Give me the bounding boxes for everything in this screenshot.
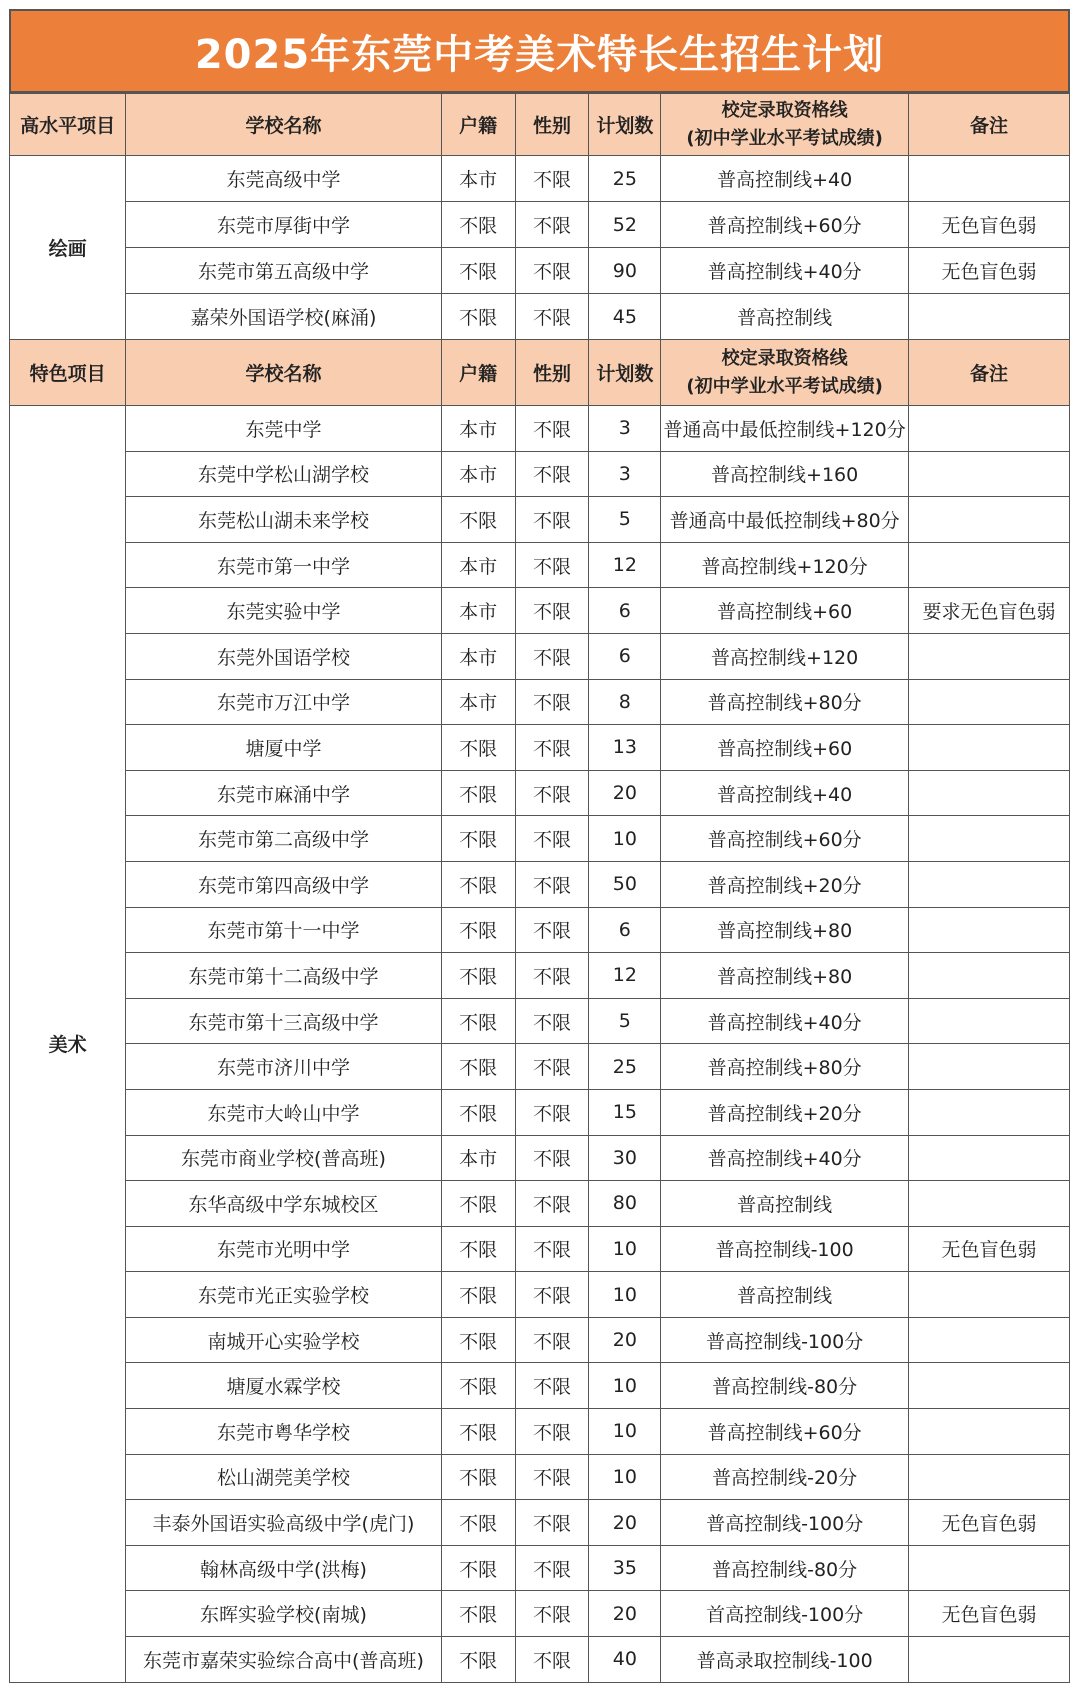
school-name-cell: 东莞市第二高级中学	[126, 816, 441, 862]
gender-cell: 不限	[515, 1363, 589, 1409]
gender-cell: 不限	[515, 1135, 589, 1181]
admission-line-cell: 普高控制线-80分	[661, 1363, 909, 1409]
plan-count-cell: 25	[589, 1044, 661, 1090]
school-name-cell: 东莞市大岭山中学	[126, 1089, 441, 1135]
header-admission-line	[661, 94, 909, 156]
table-row	[10, 679, 1070, 725]
remark-cell	[909, 1317, 1070, 1363]
table-row	[10, 1272, 1070, 1318]
admission-line-cell: 普高录取控制线-100	[661, 1637, 909, 1683]
school-name-cell: 东莞市光明中学	[126, 1226, 441, 1272]
hukou-cell: 不限	[441, 294, 515, 340]
gender-cell: 不限	[515, 497, 589, 543]
header-gender: 性别	[515, 94, 589, 156]
gender-cell: 不限	[515, 1545, 589, 1591]
admission-line-cell: 普高控制线+60	[661, 588, 909, 634]
hukou-cell: 不限	[441, 1363, 515, 1409]
gender-cell: 不限	[515, 1272, 589, 1318]
gender-cell: 不限	[515, 770, 589, 816]
gender-cell: 不限	[515, 1181, 589, 1227]
category-cell: 美术	[10, 406, 126, 1683]
table-row	[10, 1591, 1070, 1637]
hukou-cell: 不限	[441, 770, 515, 816]
hukou-cell: 不限	[441, 1545, 515, 1591]
admission-line-cell: 普高控制线+40分	[661, 1135, 909, 1181]
hukou-cell: 不限	[441, 497, 515, 543]
hukou-cell: 本市	[441, 588, 515, 634]
plan-count-cell: 20	[589, 1317, 661, 1363]
hukou-cell: 不限	[441, 1089, 515, 1135]
header-row	[10, 94, 1070, 156]
plan-count-cell: 3	[589, 451, 661, 497]
admission-line-cell: 普高控制线	[661, 1272, 909, 1318]
gender-cell: 不限	[515, 1454, 589, 1500]
admission-line-cell: 普高控制线-100分	[661, 1317, 909, 1363]
plan-count-cell: 10	[589, 1226, 661, 1272]
gender-cell: 不限	[515, 1409, 589, 1455]
school-name-cell: 东莞市第十二高级中学	[126, 953, 441, 999]
admission-line-cell: 普高控制线+40分	[661, 998, 909, 1044]
hukou-cell: 不限	[441, 1500, 515, 1546]
hukou-cell: 不限	[441, 816, 515, 862]
school-name-cell: 东华高级中学东城校区	[126, 1181, 441, 1227]
table-row	[10, 816, 1070, 862]
remark-cell	[909, 1272, 1070, 1318]
remark-cell	[909, 1363, 1070, 1409]
hukou-cell: 不限	[441, 1226, 515, 1272]
table-row	[10, 1454, 1070, 1500]
hukou-cell: 不限	[441, 1044, 515, 1090]
table-row	[10, 248, 1070, 294]
hukou-cell: 本市	[441, 542, 515, 588]
remark-cell: 无色盲色弱	[909, 248, 1070, 294]
admission-line-cell: 普高控制线+20分	[661, 1089, 909, 1135]
plan-count-cell: 35	[589, 1545, 661, 1591]
plan-count-cell: 50	[589, 861, 661, 907]
admission-line-cell: 普高控制线+120分	[661, 542, 909, 588]
gender-cell: 不限	[515, 451, 589, 497]
plan-count-cell: 8	[589, 679, 661, 725]
gender-cell: 不限	[515, 679, 589, 725]
remark-cell	[909, 406, 1070, 452]
table-row	[10, 998, 1070, 1044]
remark-cell	[909, 294, 1070, 340]
remark-cell	[909, 770, 1070, 816]
table-row	[10, 451, 1070, 497]
plan-count-cell: 12	[589, 953, 661, 999]
hukou-cell: 本市	[441, 679, 515, 725]
header-line-subtitle: (初中学业水平考试成绩)	[686, 375, 883, 397]
plan-count-cell: 40	[589, 1637, 661, 1683]
category-cell: 绘画	[10, 156, 126, 340]
table-row	[10, 770, 1070, 816]
remark-cell: 无色盲色弱	[909, 1591, 1070, 1637]
gender-cell: 不限	[515, 633, 589, 679]
school-name-cell: 东莞市厚街中学	[126, 202, 441, 248]
school-name-cell: 东莞实验中学	[126, 588, 441, 634]
remark-cell	[909, 542, 1070, 588]
plan-count-cell: 10	[589, 816, 661, 862]
gender-cell: 不限	[515, 406, 589, 452]
gender-cell: 不限	[515, 1637, 589, 1683]
school-name-cell: 东莞松山湖未来学校	[126, 497, 441, 543]
table-row	[10, 1181, 1070, 1227]
plan-count-cell: 10	[589, 1454, 661, 1500]
table-row	[10, 156, 1070, 202]
table-row	[10, 294, 1070, 340]
plan-count-cell: 6	[589, 907, 661, 953]
remark-cell	[909, 633, 1070, 679]
table-row	[10, 1363, 1070, 1409]
remark-cell	[909, 953, 1070, 999]
hukou-cell: 本市	[441, 1135, 515, 1181]
hukou-cell: 不限	[441, 1317, 515, 1363]
header-line-subtitle: (初中学业水平考试成绩)	[686, 127, 883, 149]
admission-line-cell: 普通高中最低控制线+120分	[661, 406, 909, 452]
remark-cell: 无色盲色弱	[909, 1500, 1070, 1546]
school-name-cell: 东莞市商业学校(普高班)	[126, 1135, 441, 1181]
table-row	[10, 1637, 1070, 1683]
school-name-cell: 东莞市万江中学	[126, 679, 441, 725]
remark-cell	[909, 497, 1070, 543]
table-row	[10, 588, 1070, 634]
plan-count-cell: 20	[589, 770, 661, 816]
hukou-cell: 不限	[441, 998, 515, 1044]
document	[9, 9, 1070, 1683]
plan-count-cell: 10	[589, 1409, 661, 1455]
table-row	[10, 406, 1070, 452]
header-line-title: 校定录取资格线	[721, 347, 848, 369]
header-plan: 计划数	[589, 94, 661, 156]
hukou-cell: 不限	[441, 953, 515, 999]
school-name-cell: 东晖实验学校(南城)	[126, 1591, 441, 1637]
table-row	[10, 542, 1070, 588]
table-row	[10, 202, 1070, 248]
hukou-cell: 本市	[441, 156, 515, 202]
gender-cell: 不限	[515, 156, 589, 202]
plan-count-cell: 5	[589, 497, 661, 543]
table-row	[10, 725, 1070, 771]
school-name-cell: 丰泰外国语实验高级中学(虎门)	[126, 1500, 441, 1546]
admission-line-cell: 普高控制线+60分	[661, 1409, 909, 1455]
school-name-cell: 东莞市第四高级中学	[126, 861, 441, 907]
gender-cell: 不限	[515, 248, 589, 294]
header-remark: 备注	[909, 340, 1070, 406]
gender-cell: 不限	[515, 1500, 589, 1546]
admission-line-cell: 普高控制线-80分	[661, 1545, 909, 1591]
school-name-cell: 东莞外国语学校	[126, 633, 441, 679]
gender-cell: 不限	[515, 1317, 589, 1363]
admission-line-cell: 普通高中最低控制线+80分	[661, 497, 909, 543]
table-row	[10, 1409, 1070, 1455]
admission-line-cell: 普高控制线+120	[661, 633, 909, 679]
hukou-cell: 本市	[441, 406, 515, 452]
gender-cell: 不限	[515, 1044, 589, 1090]
gender-cell: 不限	[515, 1591, 589, 1637]
table-row	[10, 1545, 1070, 1591]
admission-line-cell: 普高控制线+20分	[661, 861, 909, 907]
admission-line-cell: 普高控制线+40	[661, 770, 909, 816]
remark-cell	[909, 451, 1070, 497]
table-row	[10, 861, 1070, 907]
school-name-cell: 嘉荣外国语学校(麻涌)	[126, 294, 441, 340]
admission-line-cell: 普高控制线	[661, 294, 909, 340]
plan-count-cell: 20	[589, 1500, 661, 1546]
gender-cell: 不限	[515, 725, 589, 771]
hukou-cell: 不限	[441, 1409, 515, 1455]
school-name-cell: 松山湖莞美学校	[126, 1454, 441, 1500]
table-row	[10, 497, 1070, 543]
remark-cell	[909, 1454, 1070, 1500]
header-category: 高水平项目	[10, 94, 126, 156]
hukou-cell: 不限	[441, 725, 515, 771]
plan-count-cell: 13	[589, 725, 661, 771]
school-name-cell: 翰林高级中学(洪梅)	[126, 1545, 441, 1591]
remark-cell	[909, 1637, 1070, 1683]
table-row	[10, 1317, 1070, 1363]
hukou-cell: 不限	[441, 861, 515, 907]
table-row	[10, 1044, 1070, 1090]
header-category: 特色项目	[10, 340, 126, 406]
admission-line-cell: 普高控制线+80	[661, 953, 909, 999]
header-gender: 性别	[515, 340, 589, 406]
enrollment-table	[9, 93, 1070, 1683]
admission-line-cell: 普高控制线+60	[661, 725, 909, 771]
header-hukou: 户籍	[441, 94, 515, 156]
remark-cell	[909, 998, 1070, 1044]
remark-cell	[909, 725, 1070, 771]
admission-line-cell: 普高控制线+80分	[661, 1044, 909, 1090]
remark-cell	[909, 907, 1070, 953]
remark-cell	[909, 816, 1070, 862]
plan-count-cell: 20	[589, 1591, 661, 1637]
gender-cell: 不限	[515, 907, 589, 953]
remark-cell	[909, 1409, 1070, 1455]
plan-count-cell: 6	[589, 633, 661, 679]
remark-cell: 无色盲色弱	[909, 202, 1070, 248]
header-school: 学校名称	[126, 340, 441, 406]
gender-cell: 不限	[515, 998, 589, 1044]
gender-cell: 不限	[515, 953, 589, 999]
gender-cell: 不限	[515, 1089, 589, 1135]
table-row	[10, 1089, 1070, 1135]
admission-line-cell: 普高控制线+160	[661, 451, 909, 497]
remark-cell	[909, 1089, 1070, 1135]
school-name-cell: 南城开心实验学校	[126, 1317, 441, 1363]
plan-count-cell: 25	[589, 156, 661, 202]
hukou-cell: 不限	[441, 202, 515, 248]
school-name-cell: 东莞市第五高级中学	[126, 248, 441, 294]
gender-cell: 不限	[515, 542, 589, 588]
school-name-cell: 东莞中学松山湖学校	[126, 451, 441, 497]
admission-line-cell: 普高控制线+80	[661, 907, 909, 953]
plan-count-cell: 10	[589, 1272, 661, 1318]
admission-line-cell: 普高控制线-100	[661, 1226, 909, 1272]
plan-count-cell: 90	[589, 248, 661, 294]
school-name-cell: 塘厦中学	[126, 725, 441, 771]
school-name-cell: 东莞中学	[126, 406, 441, 452]
plan-count-cell: 45	[589, 294, 661, 340]
remark-cell	[909, 1545, 1070, 1591]
plan-count-cell: 6	[589, 588, 661, 634]
admission-line-cell: 普高控制线+80分	[661, 679, 909, 725]
header-row	[10, 340, 1070, 406]
plan-count-cell: 30	[589, 1135, 661, 1181]
school-name-cell: 东莞市第十一中学	[126, 907, 441, 953]
school-name-cell: 东莞市第十三高级中学	[126, 998, 441, 1044]
remark-cell	[909, 156, 1070, 202]
admission-line-cell: 普高控制线+40	[661, 156, 909, 202]
remark-cell: 无色盲色弱	[909, 1226, 1070, 1272]
admission-line-cell: 普高控制线+60分	[661, 202, 909, 248]
plan-count-cell: 5	[589, 998, 661, 1044]
school-name-cell: 东莞市光正实验学校	[126, 1272, 441, 1318]
gender-cell: 不限	[515, 294, 589, 340]
hukou-cell: 不限	[441, 907, 515, 953]
table-row	[10, 1135, 1070, 1181]
remark-cell	[909, 1181, 1070, 1227]
header-school: 学校名称	[126, 94, 441, 156]
gender-cell: 不限	[515, 202, 589, 248]
header-admission-line	[661, 340, 909, 406]
document-title: 2025年东莞中考美术特长生招生计划	[9, 9, 1070, 93]
plan-count-cell: 12	[589, 542, 661, 588]
table-row	[10, 633, 1070, 679]
plan-count-cell: 15	[589, 1089, 661, 1135]
gender-cell: 不限	[515, 861, 589, 907]
admission-line-cell: 普高控制线+60分	[661, 816, 909, 862]
school-name-cell: 东莞市济川中学	[126, 1044, 441, 1090]
header-plan: 计划数	[589, 340, 661, 406]
admission-line-cell: 普高控制线-100分	[661, 1500, 909, 1546]
hukou-cell: 不限	[441, 1454, 515, 1500]
school-name-cell: 塘厦水霖学校	[126, 1363, 441, 1409]
school-name-cell: 东莞市粤华学校	[126, 1409, 441, 1455]
remark-cell	[909, 1135, 1070, 1181]
table-row	[10, 1226, 1070, 1272]
admission-line-cell: 首高控制线-100分	[661, 1591, 909, 1637]
hukou-cell: 本市	[441, 451, 515, 497]
plan-count-cell: 10	[589, 1363, 661, 1409]
admission-line-cell: 普高控制线-20分	[661, 1454, 909, 1500]
hukou-cell: 不限	[441, 1637, 515, 1683]
school-name-cell: 东莞高级中学	[126, 156, 441, 202]
plan-count-cell: 3	[589, 406, 661, 452]
header-remark: 备注	[909, 94, 1070, 156]
gender-cell: 不限	[515, 1226, 589, 1272]
hukou-cell: 不限	[441, 1181, 515, 1227]
header-line-title: 校定录取资格线	[721, 99, 848, 121]
hukou-cell: 不限	[441, 1591, 515, 1637]
admission-line-cell: 普高控制线	[661, 1181, 909, 1227]
hukou-cell: 本市	[441, 633, 515, 679]
gender-cell: 不限	[515, 588, 589, 634]
remark-cell	[909, 861, 1070, 907]
plan-count-cell: 52	[589, 202, 661, 248]
plan-count-cell: 80	[589, 1181, 661, 1227]
table-row	[10, 907, 1070, 953]
table-row	[10, 1500, 1070, 1546]
hukou-cell: 不限	[441, 248, 515, 294]
gender-cell: 不限	[515, 816, 589, 862]
header-hukou: 户籍	[441, 340, 515, 406]
admission-line-cell: 普高控制线+40分	[661, 248, 909, 294]
table-row	[10, 953, 1070, 999]
school-name-cell: 东莞市麻涌中学	[126, 770, 441, 816]
remark-cell: 要求无色盲色弱	[909, 588, 1070, 634]
hukou-cell: 不限	[441, 1272, 515, 1318]
school-name-cell: 东莞市嘉荣实验综合高中(普高班)	[126, 1637, 441, 1683]
school-name-cell: 东莞市第一中学	[126, 542, 441, 588]
remark-cell	[909, 1044, 1070, 1090]
remark-cell	[909, 679, 1070, 725]
